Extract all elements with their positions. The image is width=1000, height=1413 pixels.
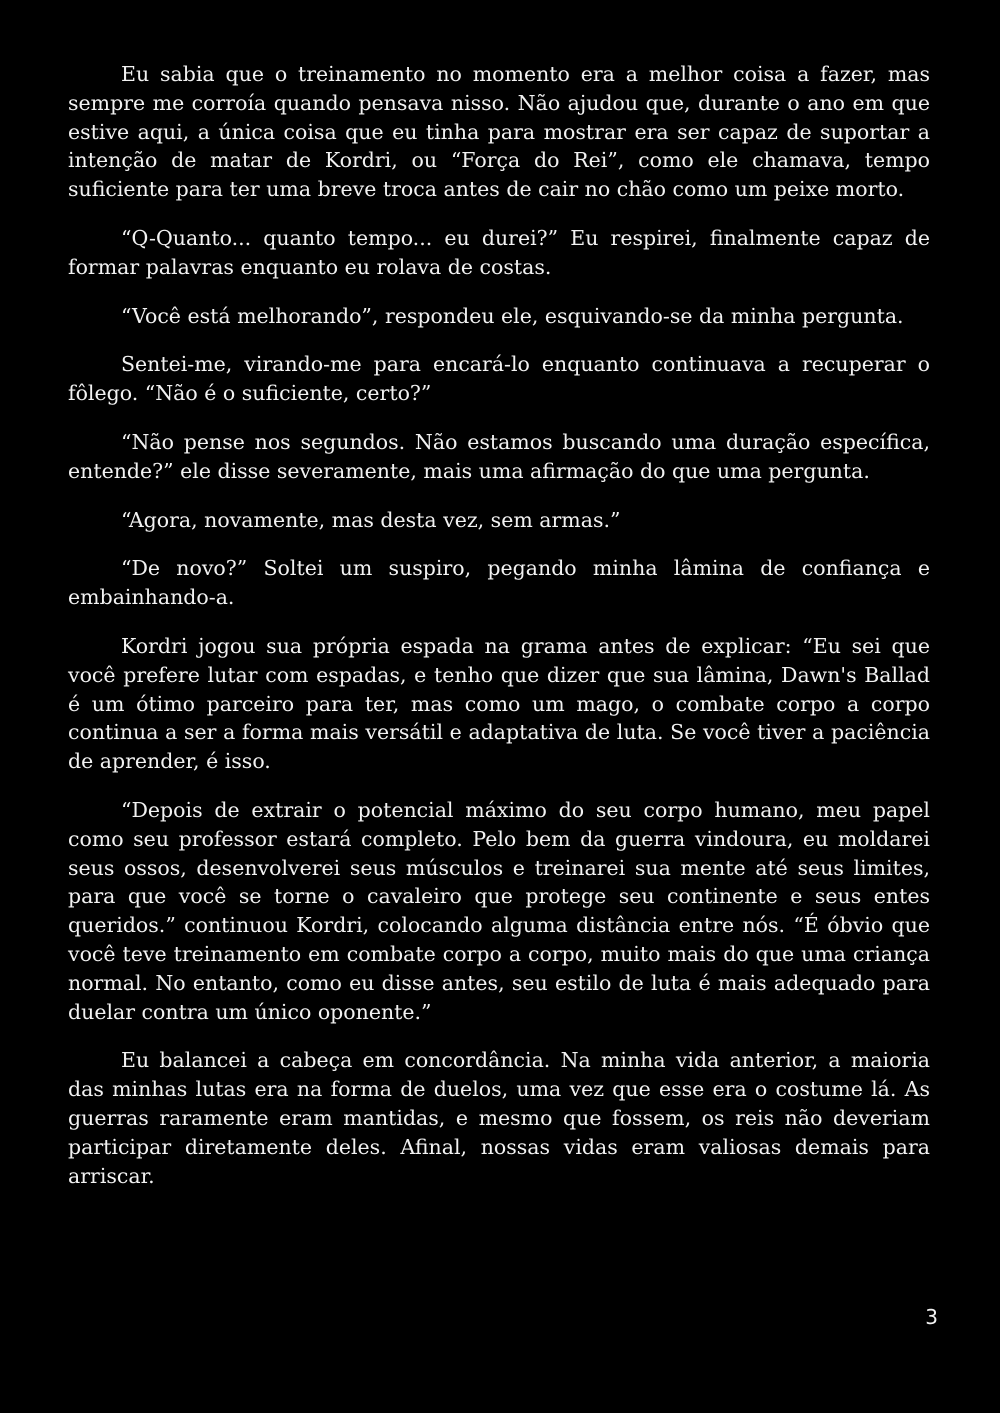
paragraph-2: “Q-Quanto... quanto tempo... eu durei?” Eu respirei, finalmente capaz de formar palavras enquanto eu rolava de costas.	[68, 225, 930, 279]
paragraph-6: “Agora, novamente, mas desta vez, sem armas.”	[121, 507, 621, 532]
paragraph-7: “De novo?” Soltei um suspiro, pegando minha lâmina de confiança e embainhando-a.	[68, 556, 930, 610]
paragraph-10: Eu balancei a cabeça em concordância. Na minha vida anterior, a maioria das minhas lutas era na forma de duelos, uma vez que esse era o costume lá. As guerras raramente eram mantidas, e mesmo que fossem, os reis não deveriam participar diretamente deles. Afinal, nossas vidas eram valiosas demais para arriscar.	[68, 1048, 930, 1188]
paragraph-9: “Depois de extrair o potencial máximo do seu corpo humano, meu papel como seu professor estará completo. Pelo bem da guerra vindoura, eu moldarei seus ossos, desenvolverei seus músculos e treinarei sua mente até seus limites, para que você se torne o cavaleiro que protege seu continente e seus entes queridos.” continuou Kordri, colocando alguma distância entre nós. “É óbvio que você teve treinamento em combate corpo a corpo, muito mais do que uma criança normal. No entanto, como eu disse antes, seu estilo de luta é mais adequado para duelar contra um único oponente.”	[68, 797, 930, 1024]
paragraph-1: Eu sabia que o treinamento no momento era a melhor coisa a fazer, mas sempre me corroía quando pensava nisso. Não ajudou que, durante o ano em que estive aqui, a única coisa que eu tinha para mostrar era ser capaz de suportar a intenção de matar de Kordri, ou “Força do Rei”, como ele chamava, tempo suficiente para ter uma breve troca antes de cair no chão como um peixe morto.	[68, 62, 930, 202]
paragraph-3: “Você está melhorando”, respondeu ele, esquivando-se da minha pergunta.	[121, 303, 904, 328]
page-number: 3	[925, 1305, 938, 1329]
paragraph-4: Sentei-me, virando-me para encará-lo enquanto continuava a recuperar o fôlego. “Não é o suficiente, certo?”	[68, 352, 930, 406]
paragraph-8: Kordri jogou sua própria espada na grama antes de explicar: “Eu sei que você prefere lutar com espadas, e tenho que dizer que sua lâmina, Dawn's Ballad é um ótimo parceiro para ter, mas como um mago, o combate corpo a corpo continua a ser a forma mais versátil e adaptativa de luta. Se você tiver a paciência de aprender, é isso.	[68, 633, 930, 774]
document-page	[68, 60, 930, 1300]
paragraph-5: “Não pense nos segundos. Não estamos buscando uma duração específica, entende?” ele disse severamente, mais uma afirmação do que uma pergunta.	[68, 429, 930, 483]
